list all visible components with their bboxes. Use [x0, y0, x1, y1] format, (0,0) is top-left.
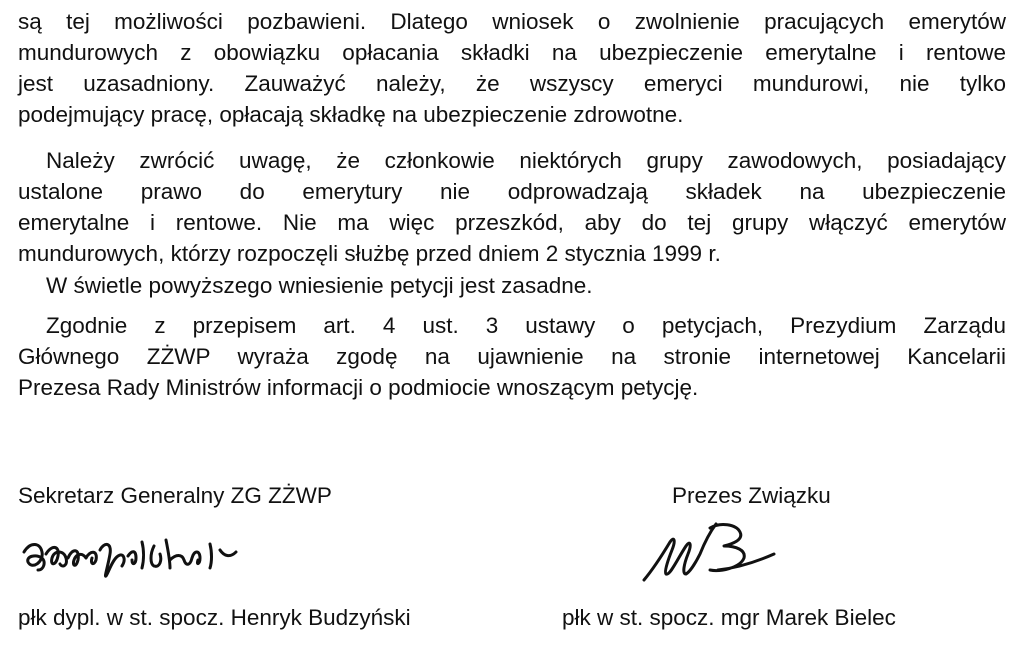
paragraph-4-line-2: Głównego ZŻWP wyraża zgodę na ujawnienie na stronie internetowej Kancelarii — [18, 344, 1006, 369]
paragraph-3 — [18, 270, 1006, 301]
paragraph-1-line-3: jest uzasadniony. Zauważyć należy, że wszyscy emeryci mundurowi, nie tylko — [18, 71, 1006, 96]
right-handwritten-signature — [640, 514, 780, 594]
paragraph-2-line-3: emerytalne i rentowe. Nie ma więc przeszkód, aby do tej grupy włączyć emerytów — [18, 210, 1006, 235]
paragraph-1-line-2: mundurowych z obowiązku opłacania składki na ubezpieczenie emerytalne i rentowe — [18, 40, 1006, 65]
left-handwritten-signature — [20, 520, 250, 582]
paragraph-4-line-1: Zgodnie z przepisem art. 4 ust. 3 ustawy o petycjach, Prezydium Zarządu — [46, 313, 1006, 338]
paragraph-2-line-1: Należy zwrócić uwagę, że członkowie niektórych grupy zawodowych, posiadający — [46, 148, 1006, 173]
right-signatory-name: płk w st. spocz. mgr Marek Bielec — [562, 605, 896, 630]
paragraph-1 — [18, 6, 1006, 130]
paragraph-4-line-3: Prezesa Rady Ministrów informacji o podmiocie wnoszącym petycję. — [18, 375, 699, 400]
right-signatory-title: Prezes Związku — [672, 483, 831, 508]
paragraph-2-line-4: mundurowych, którzy rozpoczęli służbę przed dniem 2 stycznia 1999 r. — [18, 241, 721, 266]
paragraph-4 — [18, 310, 1006, 403]
left-signatory-name: płk dypl. w st. spocz. Henryk Budzyński — [18, 605, 411, 630]
paragraph-1-line-1: są tej możliwości pozbawieni. Dlatego wniosek o zwolnienie pracujących emerytów — [18, 9, 1006, 34]
paragraph-1-line-4: podejmujący pracę, opłacają składkę na ubezpieczenie zdrowotne. — [18, 102, 684, 127]
left-signatory-title: Sekretarz Generalny ZG ZŻWP — [18, 483, 332, 508]
paragraph-2-line-2: ustalone prawo do emerytury nie odprowadzają składek na ubezpieczenie — [18, 179, 1006, 204]
paragraph-2 — [18, 145, 1006, 269]
paragraph-3-line-1: W świetle powyższego wniesienie petycji jest zasadne. — [46, 273, 593, 298]
